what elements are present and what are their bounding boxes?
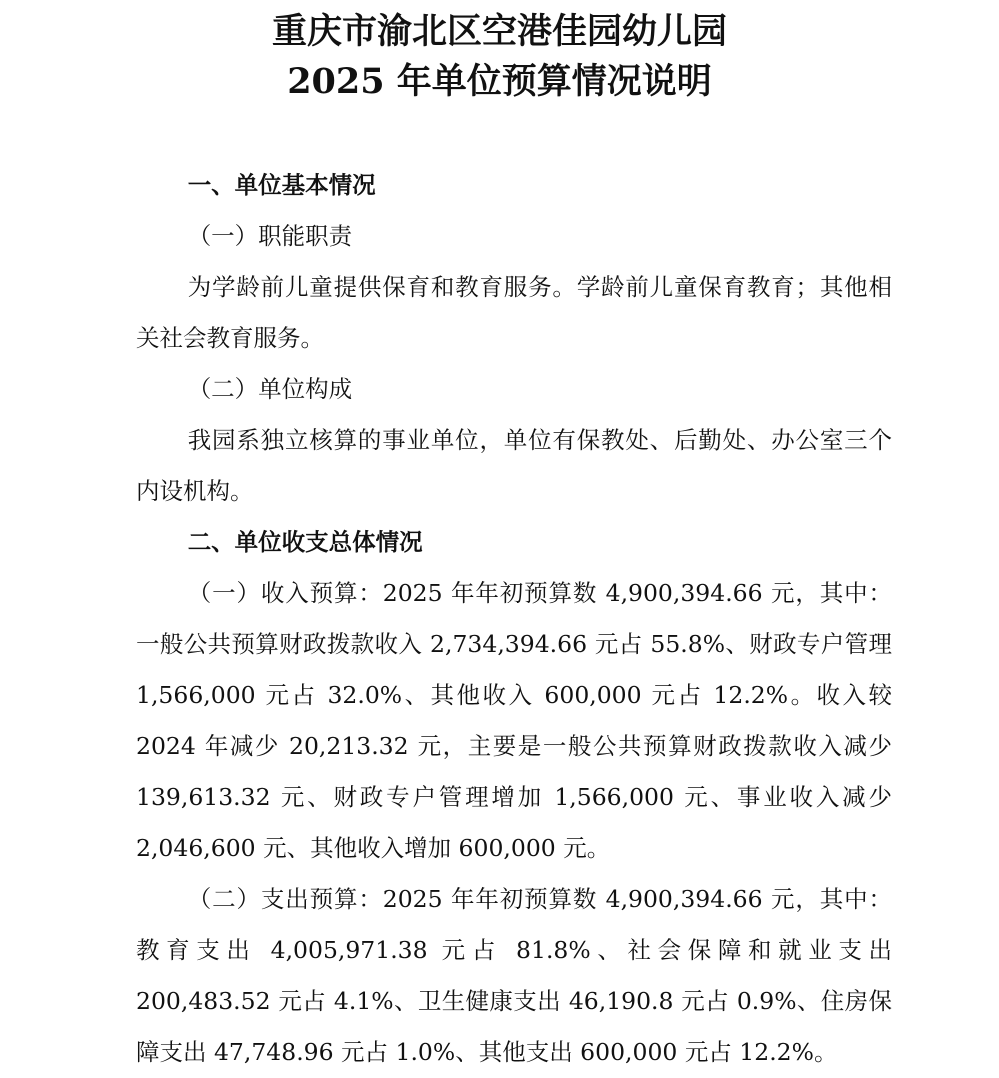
document-body	[136, 160, 892, 1078]
section1-sub1-heading: （一）职能职责	[187, 222, 353, 250]
section2-income-paragraph: （一）收入预算：2025 年年初预算数 4,900,394.66 元，其中：一般公共预算财政拨款收入 2,734,394.66 元占 55.8%、财政专户管理 1,566,000 元占 32.0%、其他收入 600,000 元占 12.2%。收入较 2024 年减少 20,213.32 元，主要是一般公共预算财政拨款收入减少 139,613.32 元、财政专户管理增加 1,566,000 元、事业收入减少 2,046,600 元、其他收入增加 600,000 元。	[136, 579, 892, 862]
document-title-line2: 2025 年单位预算情况说明	[287, 61, 712, 102]
section1-heading: 一、单位基本情况	[187, 171, 376, 199]
section2-expense-paragraph: （二）支出预算：2025 年年初预算数 4,900,394.66 元，其中：教育支出 4,005,971.38 元占 81.8%、社会保障和就业支出 200,483.52 元占 4.1%、卫生健康支出 46,190.8 元占 0.9%、住房保障支出 47,748.96 元占 1.0%、其他支出 600,000 元占 12.2%。	[136, 885, 892, 1066]
section1-sub1-text: 为学龄前儿童提供保育和教育服务。学龄前儿童保育教育；其他相关社会教育服务。	[136, 273, 892, 352]
section1-sub2-heading: （二）单位构成	[187, 375, 353, 403]
section2-heading: 二、单位收支总体情况	[187, 528, 423, 556]
section1-sub2-text: 我园系独立核算的事业单位，单位有保教处、后勤处、办公室三个内设机构。	[136, 426, 892, 505]
document-title-line1: 重庆市渝北区空港佳园幼儿园	[271, 11, 727, 52]
